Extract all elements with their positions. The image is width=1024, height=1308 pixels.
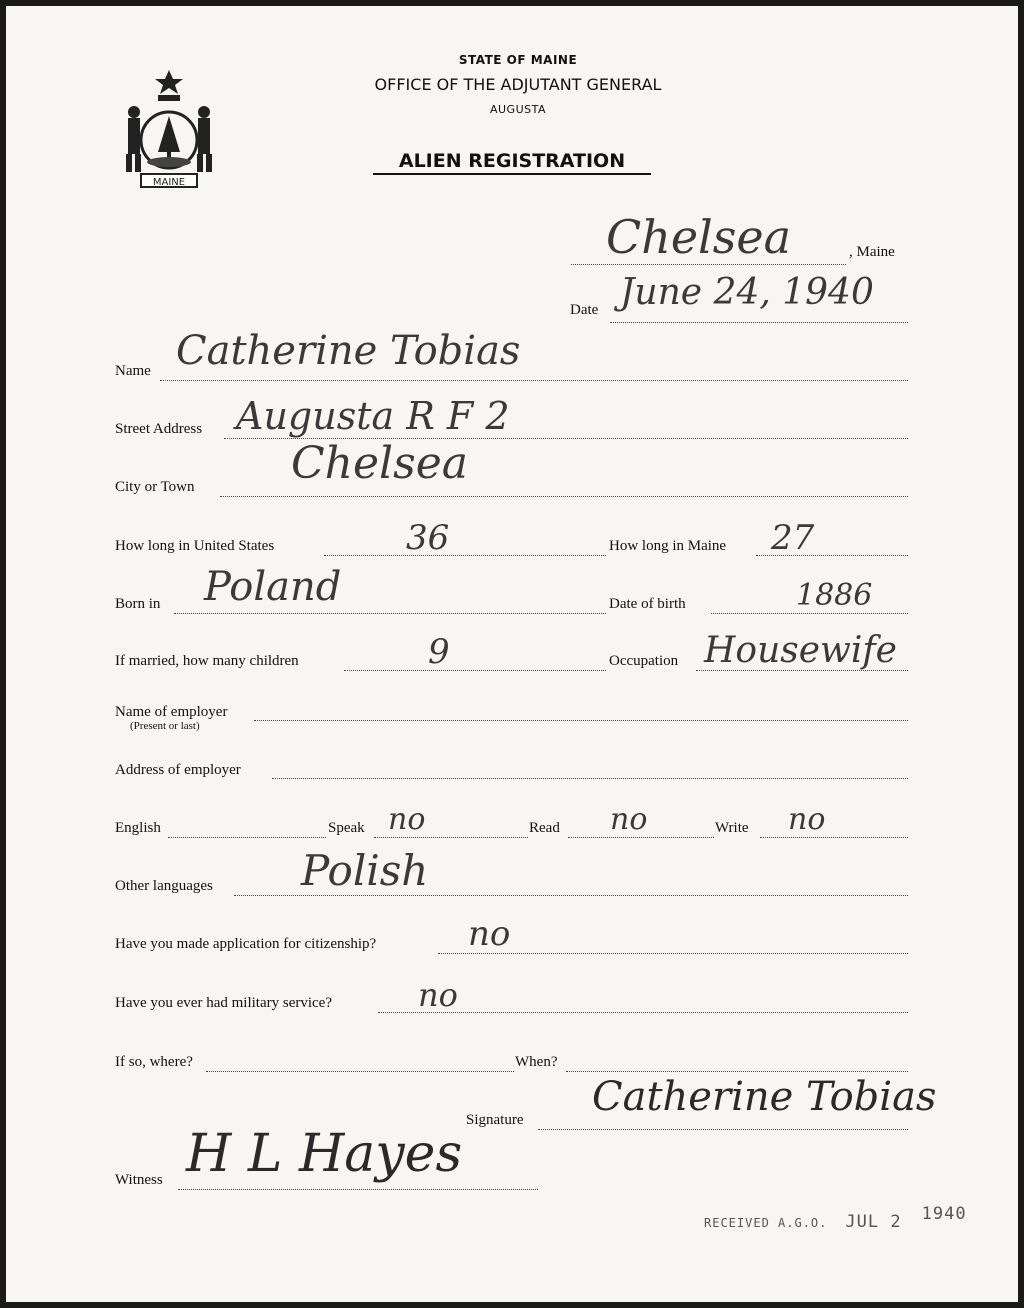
signature-value: Catherine Tobias	[592, 1074, 937, 1120]
write-label: Write	[715, 820, 749, 836]
employer-note: (Present or last)	[130, 720, 200, 732]
city-heading: AUGUSTA	[489, 103, 547, 116]
signature-label: Signature	[466, 1112, 524, 1128]
date-of-birth-label: Date of birth	[609, 596, 686, 612]
name-value: Catherine Tobias	[176, 328, 521, 374]
military-value: no	[418, 976, 458, 1014]
employer-label: Name of employer	[115, 704, 228, 720]
maine-state-seal-icon	[114, 68, 224, 190]
witness-value: H L Hayes	[186, 1124, 463, 1184]
city-label: City or Town	[115, 479, 195, 495]
speak-label: Speak	[328, 820, 365, 836]
military-label: Have you ever had military service?	[115, 995, 332, 1011]
state-heading: STATE OF MAINE	[458, 53, 578, 67]
speak-value: no	[388, 802, 426, 837]
maine-label: , Maine	[849, 244, 895, 260]
how-long-maine-value: 27	[771, 518, 815, 558]
how-long-maine-label: How long in Maine	[609, 538, 727, 554]
if-so-where-label: If so, where?	[115, 1054, 193, 1070]
form-title: ALIEN REGISTRATION	[373, 150, 651, 175]
other-languages-label: Other languages	[115, 878, 213, 894]
children-value: 9	[428, 632, 450, 672]
employer-address-label: Address of employer	[115, 762, 241, 778]
street-label: Street Address	[115, 421, 203, 437]
read-label: Read	[529, 820, 560, 836]
date-value: June 24, 1940	[620, 272, 874, 313]
name-label: Name	[115, 363, 151, 379]
born-in-label: Born in	[115, 596, 161, 612]
town-value: Chelsea	[606, 210, 792, 264]
read-value: no	[610, 802, 648, 837]
how-long-us-label: How long in United States	[115, 538, 275, 554]
other-languages-value: Polish	[301, 846, 429, 895]
received-stamp-date: JUL 2	[845, 1212, 902, 1232]
how-long-us-value: 36	[406, 518, 450, 558]
witness-label: Witness	[115, 1172, 163, 1188]
street-value: Augusta R F 2	[236, 394, 510, 438]
office-heading: OFFICE OF THE ADJUTANT GENERAL	[374, 75, 662, 94]
city-value: Chelsea	[291, 438, 468, 489]
children-label: If married, how many children	[115, 653, 299, 669]
english-label: English	[115, 820, 161, 836]
when-label: When?	[515, 1054, 558, 1070]
received-stamp-year: 1940	[921, 1204, 967, 1224]
citizenship-value: no	[468, 914, 511, 954]
date-of-birth-value: 1886	[796, 578, 873, 613]
received-stamp-text: RECEIVED A.G.O.	[704, 1216, 828, 1230]
received-stamp	[704, 1204, 967, 1232]
occupation-label: Occupation	[609, 653, 679, 669]
citizenship-label: Have you made application for citizenship?	[115, 936, 377, 952]
write-value: no	[788, 802, 826, 837]
svg-text:MAINE: MAINE	[152, 177, 186, 188]
occupation-value: Housewife	[704, 630, 897, 671]
registration-form	[6, 6, 1018, 1302]
born-in-value: Poland	[204, 564, 342, 610]
date-label: Date	[570, 302, 599, 318]
